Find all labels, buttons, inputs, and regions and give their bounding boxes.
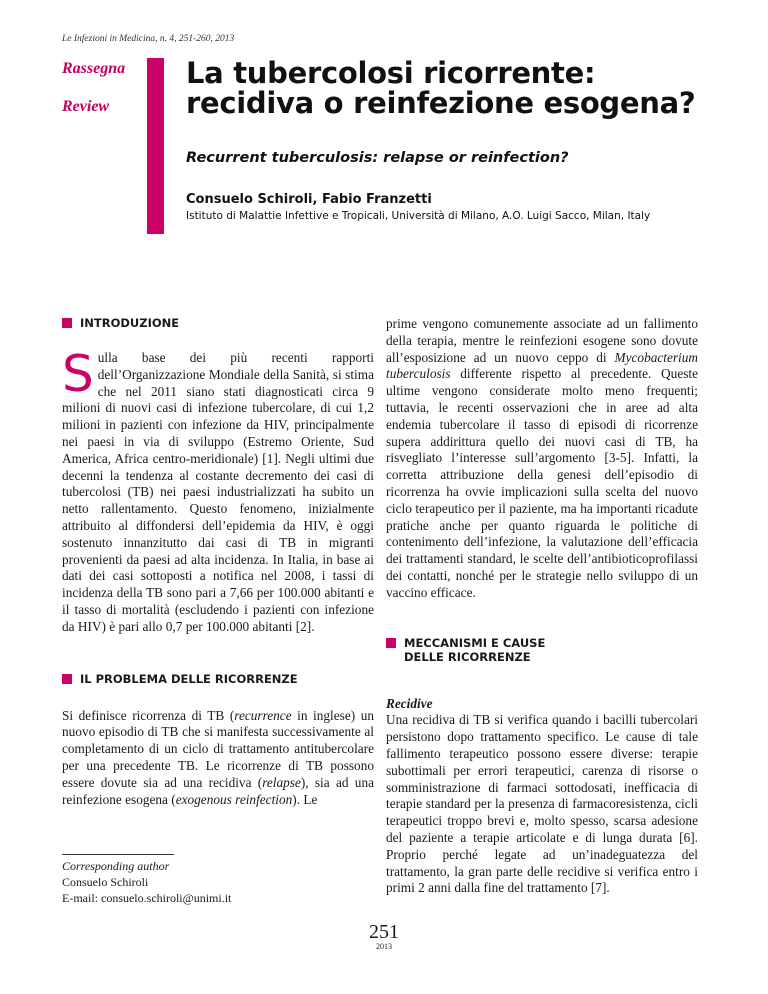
journal-citation: Le Infezioni in Medicina, n. 4, 251-260, 2013 [62, 34, 235, 44]
authors: Consuelo Schiroli, Fabio Franzetti [186, 192, 432, 207]
problem-text-4: ). Le [292, 791, 318, 807]
footnote-rule [62, 854, 174, 855]
recidive-paragraph: Una recidiva di TB si verifica quando i bacilli tubercolari persistono dopo trattamento specifico. Le cause di tale fallimento terapeutico possono essere diverse: terapie subottimali per errori terapeutici, carenza di risorse o somministrazione di farmaci sottodosati, inefficacia di terapie standard per la presenza di farmacoresistenza, cicli terapeutici troppo brevi e, molto spesso, scarsa adesione del paziente a terapie articolate e di lunga durata [6]. Proprio perché legate ad un’inadeguatezza del trattamento, la gran parte delle recidive si verifica entro i primi 2 anni dalla fine del trattamento [7]. [386, 712, 698, 896]
problem-term-reinfection: exogenous reinfection [175, 791, 293, 807]
problem-text-2: in inglese) un nuovo episodio di TB che si manifesta successivamente al completamento di un ciclo di trattamento antitubercolare per una precedente TB. Le ricorrenze di TB possono essere dovute sia ad una recidiva ( [62, 707, 374, 790]
problem-term-relapse: relapse [262, 774, 301, 790]
intro-paragraph [62, 345, 374, 636]
right-column [386, 316, 698, 897]
continuation-paragraph [386, 316, 698, 602]
article-title: La tubercolosi ricorrente: recidiva o reinfezione esogena? [186, 56, 696, 120]
corresponding-author [62, 858, 231, 906]
section-label-secondary: Review [62, 98, 110, 115]
problem-text-1: Si definisce ricorrenza di TB ( [62, 707, 235, 723]
page-year: 2013 [376, 942, 392, 951]
intro-heading: INTRODUZIONE [62, 316, 374, 330]
section-labels [62, 60, 125, 136]
affiliation: Istituto di Malattie Infettive e Tropicali, Università di Milano, A.O. Luigi Sacco, Milan, Italy [186, 210, 651, 222]
left-column [62, 316, 374, 808]
mechanisms-heading [386, 636, 698, 664]
problem-paragraph [62, 708, 374, 809]
corresponding-label: Corresponding author [62, 859, 170, 873]
continuation-text-1: prime vengono comunemente associate ad un fallimento della terapia, mentre le reinfezioni esogene sono dovute all’esposizione ad un nuovo ceppo di [386, 316, 698, 365]
dropcap: S [62, 345, 94, 403]
corresponding-name: Consuelo Schiroli [62, 875, 149, 889]
article-subtitle: Recurrent tuberculosis: relapse or reinfection? [186, 150, 569, 166]
accent-bar [147, 58, 164, 234]
mechanisms-heading-line1: MECCANISMI E CAUSE [404, 635, 546, 650]
recidive-subheading: Recidive [386, 695, 433, 711]
page-number: 251 [369, 921, 399, 943]
problem-text-3: ), sia ad una reinfezione esogena ( [62, 774, 374, 807]
intro-text: ulla base dei più recenti rapporti dell’Organizzazione Mondiale della Sanità, si stima che nel 2011 siano stati diagnosticati circa 9 milioni di nuovi casi di infezione tubercolare, di cui 1,2 milioni in pazienti con infezione da HIV, principalmente nei paesi in via di sviluppo (Estremo Oriente, Sud America, Africa centro-meridionale) [1]. Negli ultimi due decenni la tendenza al costante decremento dei casi di tubercolosi (TB) nei paesi industrializzati ha subito un netto rallentamento. Questo fenomeno, inizialmente attribuito al diffondersi dell’epidemia da HIV, è oggi sostenuto innanzitutto dai casi di TB in migranti provenienti da paesi ad alta incidenza. In Italia, in base ai dati dei casi sottoposti a notifica nel 2008, i tassi di incidenza della TB sono pari a 7,66 per 100.000 abitanti e il tasso di mortalità (escludendo i pazienti con infezione da HIV) è pari allo 0,7 per 100.000 abitanti [2]. [62, 350, 374, 634]
problem-heading: IL PROBLEMA DELLE RICORRENZE [62, 672, 374, 686]
section-label-primary: Rassegna [62, 60, 126, 77]
species-name: Mycobacterium tuberculosis [386, 349, 698, 382]
problem-term-recurrence: recurrence [234, 707, 292, 723]
mechanisms-heading-line2: DELLE RICORRENZE [404, 649, 531, 664]
corresponding-email: E-mail: consuelo.schiroli@unimi.it [62, 891, 232, 905]
continuation-text-2: differente rispetto al precedente. Queste ultime vengono considerate molto meno frequenti; tuttavia, le recenti osservazioni che in aree ad alta endemia tubercolare il tasso di episodi di ricorrenze supera addirittura quello dei nuovi casi di TB, ha risvegliato l’interesse sull’argomento [3-5]. Infatti, la corretta attribuzione della genesi dell’episodio di ricorrenza ha ovvie implicazioni sulla scelta del nuovo ciclo terapeutico per il paziente, ma ha importanti ricadute pratiche anche per quanto riguarda le politiche di contenimento dell’infezione, la valutazione dell’efficacia dei trattamenti standard, le scelte dell’antibioticoprofilassi dei contatti, nonché per le strategie nello sviluppo di un vaccino efficace. [386, 366, 698, 600]
